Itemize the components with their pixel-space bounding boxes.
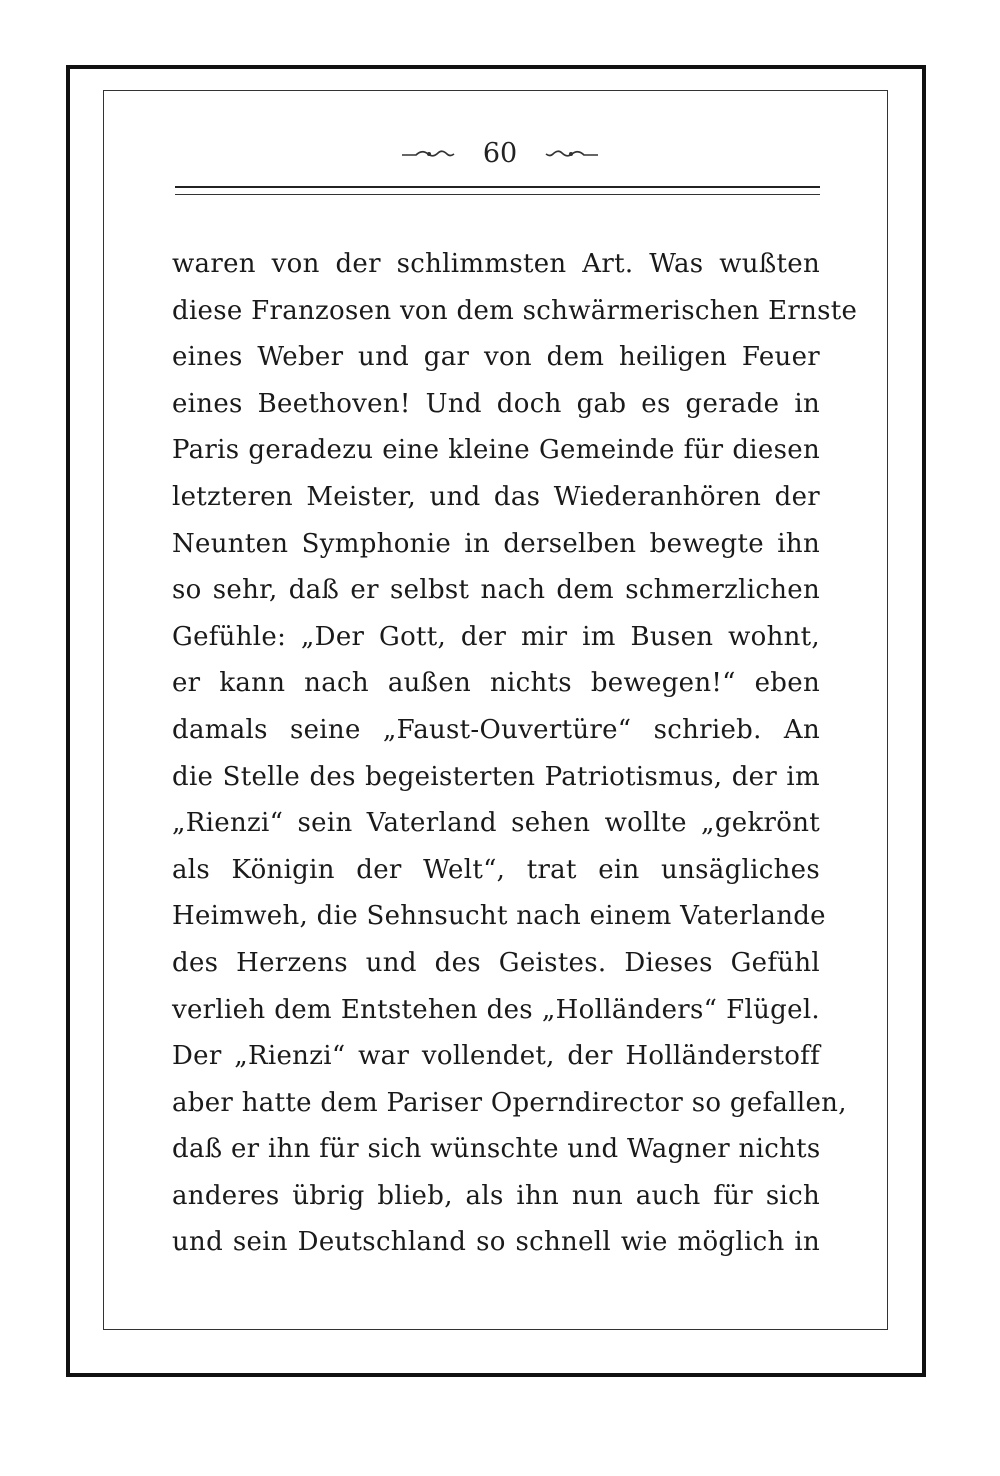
text-line: aber hatte dem Pariser Operndirector so gefallen,	[172, 1087, 847, 1118]
text-line: eines Beethoven! Und doch gab es gerade in	[172, 388, 820, 419]
text-line: waren von der schlimmsten Art. Was wußten	[172, 249, 820, 279]
text-line: eines Weber und gar von dem heiligen Feuer	[172, 342, 820, 373]
text-line: und sein Deutschland so schnell wie möglich in	[172, 1227, 820, 1258]
text-line: verlieh dem Entstehen des „Holländers“ Flügel.	[172, 994, 820, 1025]
page-number: 60	[482, 138, 518, 169]
header-rule-thin	[175, 194, 820, 195]
text-line: letzteren Meister, und das Wiederanhören der	[172, 481, 820, 512]
text-line: Gefühle: „Der Gott, der mir im Busen wohnt,	[172, 621, 820, 652]
text-line: anderes übrig blieb, als ihn nun auch für sich	[172, 1180, 820, 1211]
text-line: des Herzens und des Geistes. Dieses Gefühl	[172, 947, 820, 978]
text-line: „Rienzi“ sein Vaterland sehen wollte „gekrönt	[172, 808, 820, 839]
body-text	[172, 241, 858, 1266]
text-line: diese Franzosen von dem schwärmerischen Ernste	[172, 295, 858, 326]
text-line: so sehr, daß er selbst nach dem schmerzlichen	[172, 575, 820, 606]
left-flourish-icon	[400, 146, 456, 162]
header-rule-thick	[175, 186, 820, 188]
text-line: er kann nach außen nichts bewegen!“ eben	[172, 668, 820, 699]
text-line: Der „Rienzi“ war vollendet, der Holländerstoff	[172, 1041, 820, 1072]
text-line: Heimweh, die Sehnsucht nach einem Vaterlande	[172, 901, 826, 932]
right-flourish-icon	[544, 146, 600, 162]
page-header	[0, 138, 1000, 169]
text-line: daß er ihn für sich wünschte und Wagner nichts	[172, 1134, 821, 1165]
text-line: Neunten Symphonie in derselben bewegte ihn	[172, 528, 820, 559]
text-line: Paris geradezu eine kleine Gemeinde für diesen	[172, 435, 820, 466]
text-line: als Königin der Welt“, trat ein unsägliches	[172, 854, 820, 885]
text-line: die Stelle des begeisterten Patriotismus, der im	[172, 761, 820, 792]
text-line: damals seine „Faust-Ouvertüre“ schrieb. An	[172, 714, 820, 745]
